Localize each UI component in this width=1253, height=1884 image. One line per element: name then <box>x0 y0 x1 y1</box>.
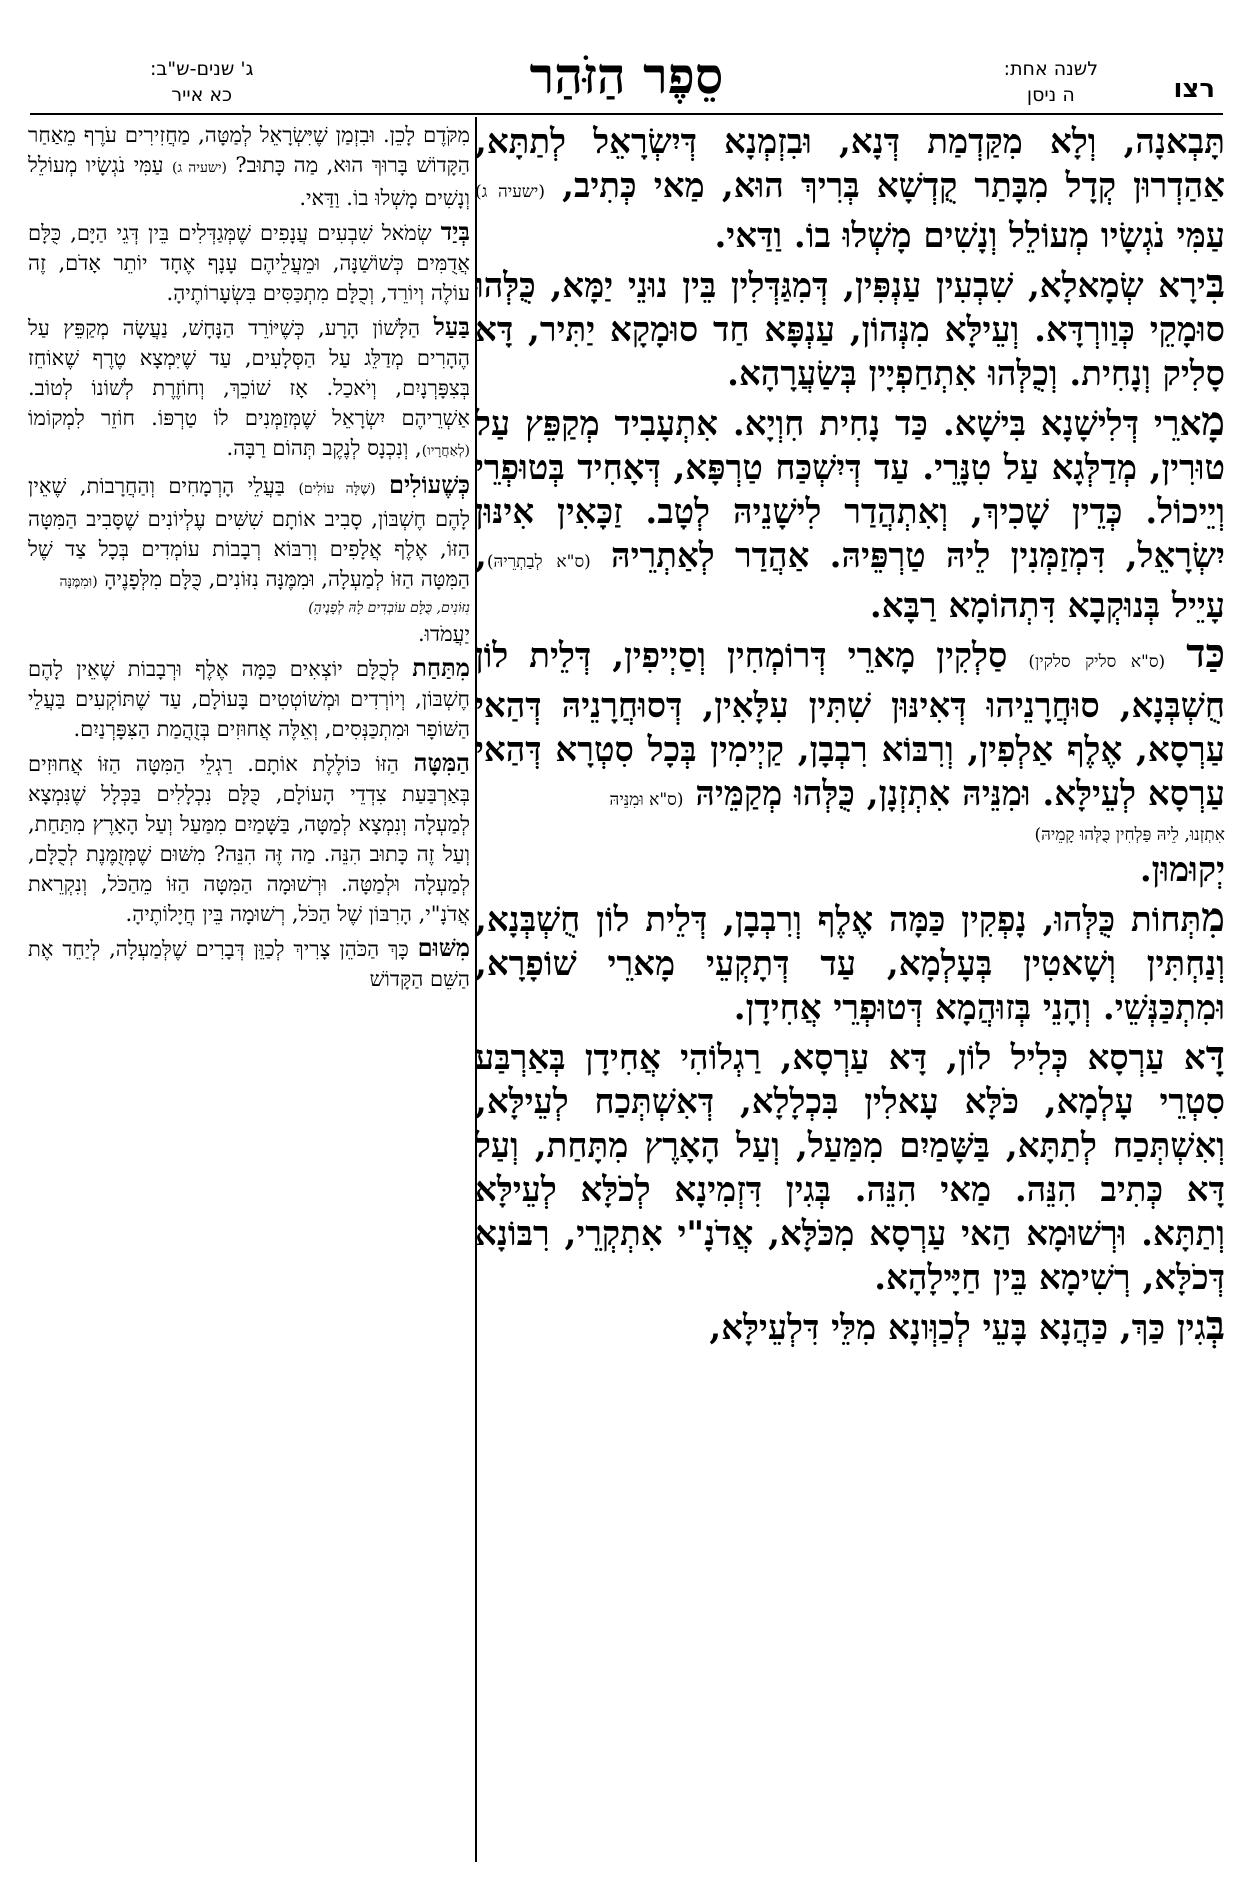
main-p4-lead: כַּד <box>1186 630 1225 677</box>
main-paragraph <box>475 400 1225 628</box>
main-p1-ref: (ישעיה ג) <box>475 182 545 202</box>
translation-column <box>28 120 470 1870</box>
main-column <box>475 120 1225 1870</box>
main-p3-tail: , עָיֵיל בְּנוּקְבָא דִּתְהוֹמָא רַבָּא. <box>475 536 1225 626</box>
side-paragraph <box>28 933 470 994</box>
side-p3-tail: , וְנִכְנָס לְנֶקֶב תְּהוֹם רַבָּה. <box>226 436 422 460</box>
side-p4-end: יַעֲמֹדוּ. <box>418 622 470 646</box>
side-p1-ref: (ישעיה ג) <box>172 160 227 176</box>
side-p4-note: נִזּוֹנִים, כֻּלָּם עוֹבְדִים לָהּ לְפָנֶיהָ) <box>308 600 470 616</box>
side-p3-ref: (לְאַחֲרָיו) <box>421 443 470 459</box>
main-p6-lead: דָּ <box>1205 1032 1225 1079</box>
side-p6-text: הַזּוֹ כּוֹלֶלֶת אוֹתָם. רַגְלֵי הַמִּטָּה הַזּוֹ אֲחוּזִים בְּאַרְבַּעַת צִדְדֵי הָעוֹלָם, כֻּלָּם נִכְלָלִים בַּכְּלָל שֶׁנִּמְצָא לְמַעְלָה וְנִמְצָא לְמַטָּה, בַּשָּׁמַיִם מִמַּעַל וְעַל הָאָרֶץ מִתַּחַת, וְעַל זֶה כָּתוּב הִנֵּה. מַה זֶּה הִנֵּה? מִשּׁוּם שֶׁמְּזֻמֶּנֶת לְכֻלָּם, לְמַעְלָה וּלְמַטָּה. וּרְשׁוּמָה הַמִּטָּה הַזּוֹ מֵהַכֹּל, וְנִקְרֵאת אֲדֹנָ"י, הָרִבּוֹן שֶׁל הַכֹּל, רְשׁוּמָה בֵּין חֲיָלוֹתֶיהָ. <box>28 752 470 926</box>
main-p4-end: יְקוּמוּן. <box>1139 850 1225 890</box>
side-p4-ref2: (וּמִמֶּנָּה <box>59 574 98 590</box>
side-paragraph <box>28 217 470 308</box>
page-title: סֵפֶר הַזֹּהַר <box>529 46 724 105</box>
main-paragraph <box>475 1034 1225 1300</box>
side-p6-lead: הַמִּטָּה <box>413 748 470 777</box>
main-paragraph <box>475 1304 1225 1350</box>
header-right-line1: לשנה אחת: <box>1003 58 1098 80</box>
side-paragraph <box>28 653 470 744</box>
header-left-line1: ג' שנים-ש"ב: <box>150 58 254 80</box>
main-paragraph <box>475 262 1225 396</box>
side-p2-text: שְׂמֹאל שִׁבְעִים עֲנָפִים שֶׁמְּגַדְּלִים בֵּין דְּגֵי הַיָּם, כֻּלָּם אֲדֻמִּים כְּשׁוֹשַׁנָּה, וּמֵעֲלֵיהֶם עָנָף אֶחָד יוֹתֵר אָדֹם, זֶה עוֹלֶה וְיוֹרֵד, וְכֻלָּם מִתְכַּסִּים בִּשְׂעָרוֹתֶיהָ. <box>28 221 470 305</box>
side-p5-lead: מִתַּחַת <box>412 653 470 682</box>
header-left-line2: כא אייר <box>171 84 233 106</box>
side-p3-lead: בַּעַל <box>433 312 470 341</box>
main-p4-ref2: (ס"א וּמִנֵּיהּ <box>609 790 684 810</box>
main-p1-quote: עַמִּי נֹגְשָׂיו מְעוֹלֵל וְנָשִׁים מָשְׁלוּ בוֹ. וַדַּאי. <box>714 216 1225 256</box>
main-p5-text: תְּחוֹת כֻּלְּהוּ, נָפְקִין כַּמָּה אֶלֶף וְרִבְבָן, דְּלֵית לוֹן חֻשְׁבְּנָא, וְנַחְתִּין וְשָׁאטִין בְּעָלְמָא, עַד דְּתָקְעֵי מָארֵי שׁוֹפָרָא, וּמִתְכַּנְּשֵׁי. וְהָנֵי בְּזוּהֲמָא דְּטוּפְרֵי אֲחִידָן. <box>475 900 1225 1028</box>
side-p3-text: הַלָּשׁוֹן הָרָע, כְּשֶׁיּוֹרֵד הַנָּחָשׁ, נַעֲשָׂה מְקַפֵּץ עַל הֶהָרִים מְדַלֵּג עַל הַסְּלָעִים, עַד שֶׁיִּמְצָא טֶרֶף שֶׁאוֹחֵז בְּצִפָּרְנָיִם, וְיֹאכַל. אָז שׁוֹכֵךְ, וְחוֹזֶרֶת לְשׁוֹנוֹ לְטוֹב. אַשְׁרֵיהֶם יִשְׂרָאֵל שֶׁמְּזַמְּנִים לוֹ טַרְפּוֹ. חוֹזֵר לִמְקוֹמוֹ <box>28 316 470 430</box>
main-p3-text: ארֵי דְּלִישָׁנָא בִּישָׁא. כַּד נָחִית חִוְיָא. אִתְעָבִיד מְקַפֵּץ עַל טוּרִין, מְדַלְּגָא עַל טִנָּרֵי. עַד דְּיִשְׁכַּח טַרְפָּא, דְּאָחִיד בְּטוּפְרֵי וְיֵיכוֹל. כְּדֵין שָׁכִיךְ, וְאִתְהֲדַר לִישָׁנֵיהּ לְטָב. זַכָּאִין אִינּוּן יִשְׂרָאֵל, דִּמְזַמְּנִין לֵיהּ טַרְפֵּיהּ. אַהֲדַר לְאַתְרֵיהּ <box>475 404 1225 576</box>
main-p4-note: אִתְזְנוּ, לֵיהּ פַּלְחִין כֻּלְּהוּ קָמֵיהּ) <box>1034 825 1225 845</box>
main-p4-text: סַלְקִין מָארֵי דְּרוֹמְחִין וְסַיְיפִין, דְּלֵית לוֹן חֻשְׁבְּנָא, סוּחֲרָנֵיהוּ דְּאִינּוּן שִׁתִּין עִלָּאִין, דְּסוּחֲרָנֵיהּ דְּהַאי עַרְסָא, אֶלֶף אַלְפִין, וְרִבּוֹא רִבְבָן, קַיְימִין בְּכָל סִטְרָא דְּהַאי עַרְסָא לְעֵילָּא. וּמִנֵּיהּ אִתְזְנָן, כֻּלְּהוּ מְקַמֵּיהּ <box>475 636 1225 814</box>
main-p2-lead: בִּ <box>1205 260 1225 307</box>
main-p7-text: גִין כַּךְ, כַּהֲנָא בָּעֵי לְכַוְּונָא מִלֵּי דִּלְעֵילָּא, <box>709 1308 1206 1348</box>
main-paragraph <box>475 120 1225 258</box>
side-paragraph <box>28 120 470 213</box>
header-right-line2: ה ניסן <box>1026 84 1075 106</box>
header-left-note <box>150 56 253 108</box>
side-p4-text: בַּעֲלֵי הָרְמָחִים וְהַחֲרָבוֹת, שֶׁאֵין לָהֶם חֶשְׁבּוֹן, סָבִיב אוֹתָם שִׁשִּׁים עֶלְיוֹנִים שֶׁסָּבִיב הַמִּטָּה הַזּוֹ, אֶלֶף אֲלָפִים וְרִבּוֹא רְבָבוֹת עוֹמְדִים בְּכָל צַד שֶׁל הַמִּטָּה הַזּוֹ לְמַעְלָה, וּמִמֶּנָּה נִזּוֹנִים, כֻּלָּם מִלְּפָנֶיהָ <box>28 474 470 591</box>
side-p1-quote: עַמִּי נֹגְשָׂיו מְעוֹלֵל וְנָשִׁים מָשְׁלוּ בוֹ. וַדַּאי. <box>28 153 470 210</box>
side-p1-text: מִקֹּדֶם לָכֵן. וּבִזְמַן שֶׁיִּשְׂרָאֵל לְמַטָּה, מַחֲזִירִים עֹרֶף מֵאַחַר הַקָּדוֹשׁ בָּרוּךְ הוּא, מַה כָּתוּב? <box>28 123 470 177</box>
main-p6-text: א עַרְסָא כְּלִיל לוֹן, דָּא עַרְסָא, רַגְלוֹהִי אֲחִידָן בְּאַרְבַּע סִטְרֵי עָלְמָא, כֹּלָּא עָאלִין בִּכְלָלָא, דְּאִשְׁתְּכַח לְעֵילָּא, וְאִשְׁתְּכַח לְתַתָּא, בַּשָּׁמַיִם מִמַּעַל, וְעַל הָאָרֶץ מִתָּחַת, וְעַל דָּא כְּתִיב הִנֵּה. מַאי הִנֵּה. בְּגִין דִּזְמִינָא לְכֹלָּא לְעֵילָּא וְתַתָּא. וּרְשׁוּמָא הַאי עַרְסָא מִכֹּלָּא, אֲדֹנָ"י אִתְקְרֵי, רִבּוֹנָא דְּכֹלָּא, רְשִׁימָא בֵּין חַיָּילָהָא. <box>475 1038 1225 1298</box>
header-divider <box>30 113 1223 115</box>
side-p5-text: לְכֻלָּם יוֹצְאִים כַּמָּה אֶלֶף וּרְבָבוֹת שֶׁאֵין לָהֶם חֶשְׁבּוֹן, וְיוֹרְדִים וּמְשׁוֹטְטִים בָּעוֹלָם, עַד שֶׁתּוֹקְעִים בַּעֲלֵי הַשּׁוֹפָר וּמִתְכַּנְּסִים, וְאֵלֶּה אֲחוּזִים בְּזֻהֲמַת הַצִּפָּרְנַיִם. <box>28 657 470 741</box>
side-p2-lead: בְּיַד <box>440 217 470 246</box>
main-p2-text: ירָא שְׂמָאלָא, שִׁבְעִין עַנְפִּין, דְּמִגַּדְּלִין בֵּין נוּנֵי יַמָּא, כֻּלְּהוּ סוּמָקֵי כְּוַורְדָּא. וְעֵילָּא מִנְּהוֹן, עַנְפָּא חַד סוּמָקָא יַתִּיר, דָּא סָלִיק וְנָחִית. וְכֻלְּהוּ אִתְחַפְיָין בְּשַׂעֲרָהָא. <box>475 266 1225 394</box>
main-p1-text: תָּבְאנָה, וְלָא מִקַּדְמַת דְּנָא, וּבִזְמְנָא דְּיִשְׂרָאֵל לְתַתָּא, אַהַדְרוּן קְדָל מִבָּתַר קֻדְשָׁא בְּרִיךְ הוּא, מַאי כְּתִיב, <box>475 122 1225 206</box>
main-paragraph <box>475 896 1225 1030</box>
main-p7-lead: בְּ <box>1205 1302 1225 1349</box>
side-p4-lead: כְּשֶׁעוֹלִים <box>389 470 470 499</box>
side-p7-lead: מִשּׁוּם <box>417 933 470 962</box>
side-paragraph <box>28 312 470 466</box>
side-paragraph <box>28 470 470 649</box>
main-p3-ref: (ס"א לְבַתְרֵיהּ) <box>486 552 591 572</box>
main-p3-lead: מָ <box>1201 398 1225 445</box>
main-paragraph <box>475 632 1225 892</box>
side-p4-ref: (שֶׁלָּה עוֹלִים) <box>298 481 376 497</box>
page-number: רצו <box>1173 74 1215 104</box>
side-paragraph <box>28 748 470 929</box>
main-p5-lead: מִ <box>1201 894 1225 941</box>
main-p4-ref: (ס"א סליק סלקין) <box>1028 652 1166 672</box>
side-p7-text: כָּךְ הַכֹּהֵן צָרִיךְ לְכַוֵּן דְּבָרִים שֶׁלְּמַעְלָה, לְיַחֵד אֶת הַשֵּׁם הַקָּדוֹשׁ <box>28 937 470 991</box>
